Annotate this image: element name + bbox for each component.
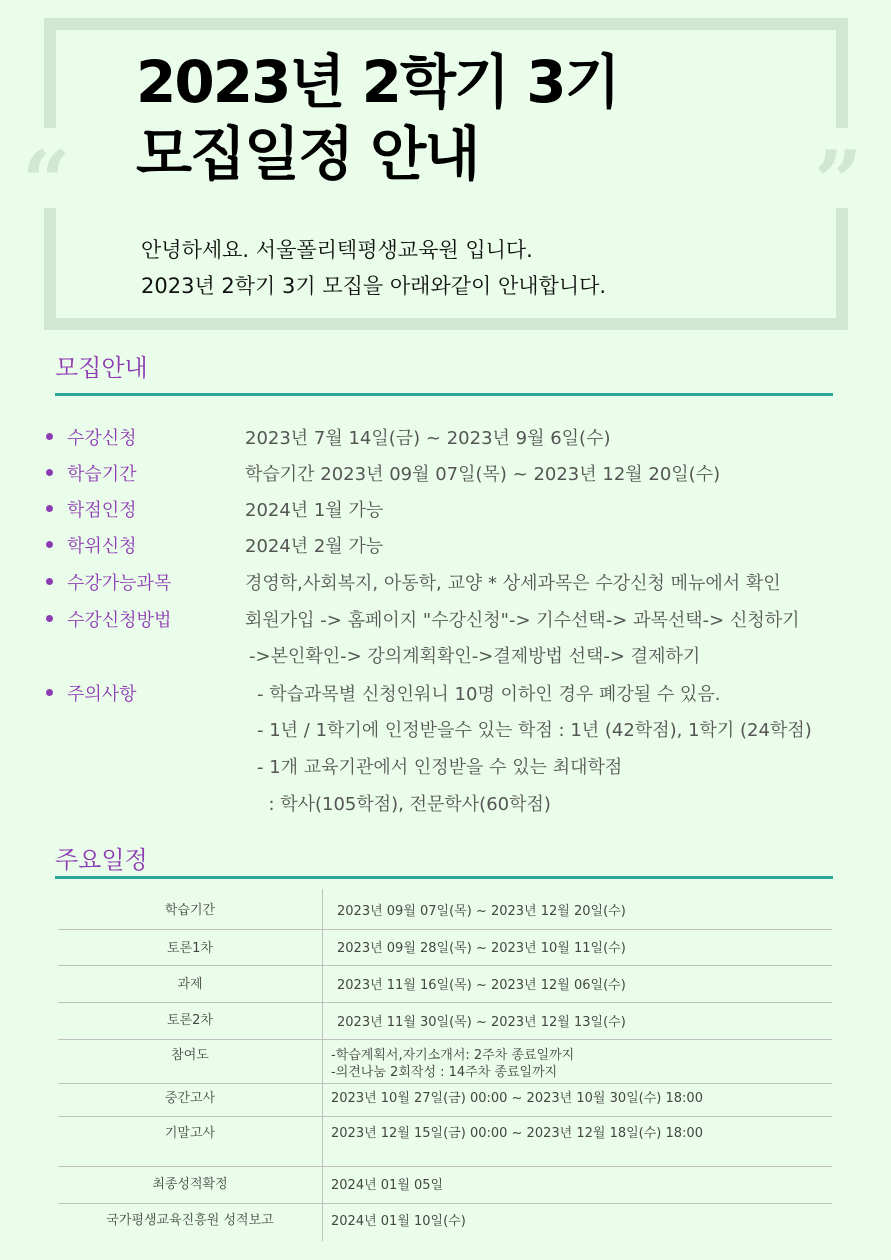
table-row — [58, 929, 832, 966]
info-value: 경영학,사회복지, 아동학, 교양 * 상세과목은 수강신청 메뉴에서 확인 — [245, 573, 781, 594]
schedule-label: 참여도 — [171, 1048, 209, 1063]
page-title — [136, 46, 619, 190]
info-item — [0, 492, 891, 528]
title-line-1: 2023년 2학기 3기 — [136, 48, 619, 116]
info-value: 2024년 1월 가능 — [245, 500, 384, 521]
schedule-value: -의견나눔 2회작성 : 14주차 종료일까지 — [331, 1065, 558, 1080]
table-row — [58, 1116, 832, 1167]
info-value: 학습기간 2023년 09월 07일(목) ~ 2023년 12월 20일(수) — [245, 464, 721, 485]
table-row — [58, 1002, 832, 1040]
schedule-label: 토론1차 — [167, 941, 213, 956]
notice-line: - 학습과목별 신청인워니 10명 이하인 경우 폐강될 수 있음. — [257, 684, 721, 705]
info-item — [0, 420, 891, 456]
notice-line: - 1개 교육기관에서 인정받을 수 있는 최대학점 — [257, 757, 623, 778]
notice-row — [0, 786, 891, 822]
column-divider — [322, 1203, 323, 1241]
column-divider — [322, 929, 323, 965]
notice-line: - 1년 / 1학기에 인정받을수 있는 학점 : 1년 (42학점), 1학기 (24학점) — [257, 720, 812, 741]
info-item — [0, 528, 891, 564]
column-divider — [322, 889, 323, 929]
schedule-value: -학습계획서,자기소개서: 2주차 종료일까지 — [331, 1048, 575, 1063]
schedule-value: 2024년 01월 05일 — [331, 1178, 444, 1193]
info-label: 수강신청방법 — [67, 610, 172, 631]
schedule-label: 중간고사 — [164, 1091, 216, 1106]
schedule-value: 2023년 11월 16일(목) ~ 2023년 12월 06일(수) — [337, 978, 626, 993]
bullet-icon — [46, 578, 53, 585]
recruit-section-title: 모집안내 — [55, 354, 148, 382]
intro-line-2: 2023년 2학기 3기 모집을 아래와같이 안내합니다. — [141, 274, 607, 298]
info-label: 주의사항 — [67, 684, 137, 705]
title-line-2: 모집일정 안내 — [136, 120, 479, 188]
schedule-section-rule — [55, 876, 833, 879]
table-row — [58, 1166, 832, 1204]
column-divider — [322, 1166, 323, 1203]
schedule-value: 2023년 10월 27일(금) 00:00 ~ 2023년 10월 30일(수) 18:00 — [331, 1091, 703, 1106]
schedule-value: 2023년 09월 07일(목) ~ 2023년 12월 20일(수) — [337, 904, 626, 919]
column-divider — [322, 1116, 323, 1166]
info-value: 회원가입 -> 홈페이지 "수강신청"-> 기수선택-> 과목선택-> 신청하기 — [245, 610, 800, 631]
open-quote-icon: “ — [22, 132, 71, 231]
schedule-value: 2023년 11월 30일(목) ~ 2023년 12월 13일(수) — [337, 1015, 626, 1030]
notice-row — [0, 749, 891, 785]
bullet-icon — [46, 541, 53, 548]
recruit-section-rule — [55, 393, 833, 396]
schedule-label: 기말고사 — [164, 1126, 216, 1141]
info-item-continued — [0, 638, 891, 674]
bullet-icon — [46, 505, 53, 512]
bullet-icon — [46, 433, 53, 440]
bullet-icon — [46, 689, 53, 696]
bullet-icon — [46, 469, 53, 476]
notice-line: : 학사(105학점), 전문학사(60학점) — [257, 794, 551, 815]
schedule-label: 국가평생교육진흥원 성적보고 — [106, 1213, 274, 1228]
schedule-value: 2023년 12월 15일(금) 00:00 ~ 2023년 12월 18일(수) 18:00 — [331, 1126, 703, 1141]
schedule-section-title: 주요일정 — [55, 846, 148, 874]
column-divider — [322, 1039, 323, 1083]
info-item — [0, 456, 891, 492]
table-row — [58, 1083, 832, 1117]
info-label: 학습기간 — [67, 464, 137, 485]
info-value: 2024년 2월 가능 — [245, 536, 384, 557]
schedule-label: 학습기간 — [164, 903, 216, 918]
schedule-label: 과제 — [177, 977, 203, 992]
table-row — [58, 1039, 832, 1084]
schedule-value: 2023년 09월 28일(목) ~ 2023년 10월 11일(수) — [337, 941, 626, 956]
info-item — [0, 565, 891, 601]
schedule-label: 토론2차 — [167, 1013, 213, 1028]
schedule-label: 최종성적확정 — [152, 1177, 228, 1192]
info-item — [0, 676, 891, 712]
schedule-value: 2024년 01월 10일(수) — [331, 1214, 466, 1229]
info-label: 수강신청 — [67, 428, 137, 449]
table-row — [58, 1203, 832, 1241]
info-item — [0, 602, 891, 638]
notice-row — [0, 712, 891, 748]
column-divider — [322, 965, 323, 1002]
table-row — [58, 889, 832, 930]
intro-text — [141, 232, 606, 304]
table-row — [58, 965, 832, 1003]
bullet-icon — [46, 615, 53, 622]
info-label: 수강가능과목 — [67, 573, 172, 594]
info-label: 학점인정 — [67, 500, 137, 521]
info-value: 2023년 7월 14일(금) ~ 2023년 9월 6일(수) — [245, 428, 611, 449]
column-divider — [322, 1002, 323, 1039]
close-quote-icon: ” — [814, 132, 863, 231]
column-divider — [322, 1083, 323, 1116]
info-label: 학위신청 — [67, 536, 137, 557]
intro-line-1: 안녕하세요. 서울폴리텍평생교육원 입니다. — [141, 238, 533, 262]
info-value: ->본인확인-> 강의계획확인->결제방법 선택-> 결제하기 — [249, 646, 701, 667]
